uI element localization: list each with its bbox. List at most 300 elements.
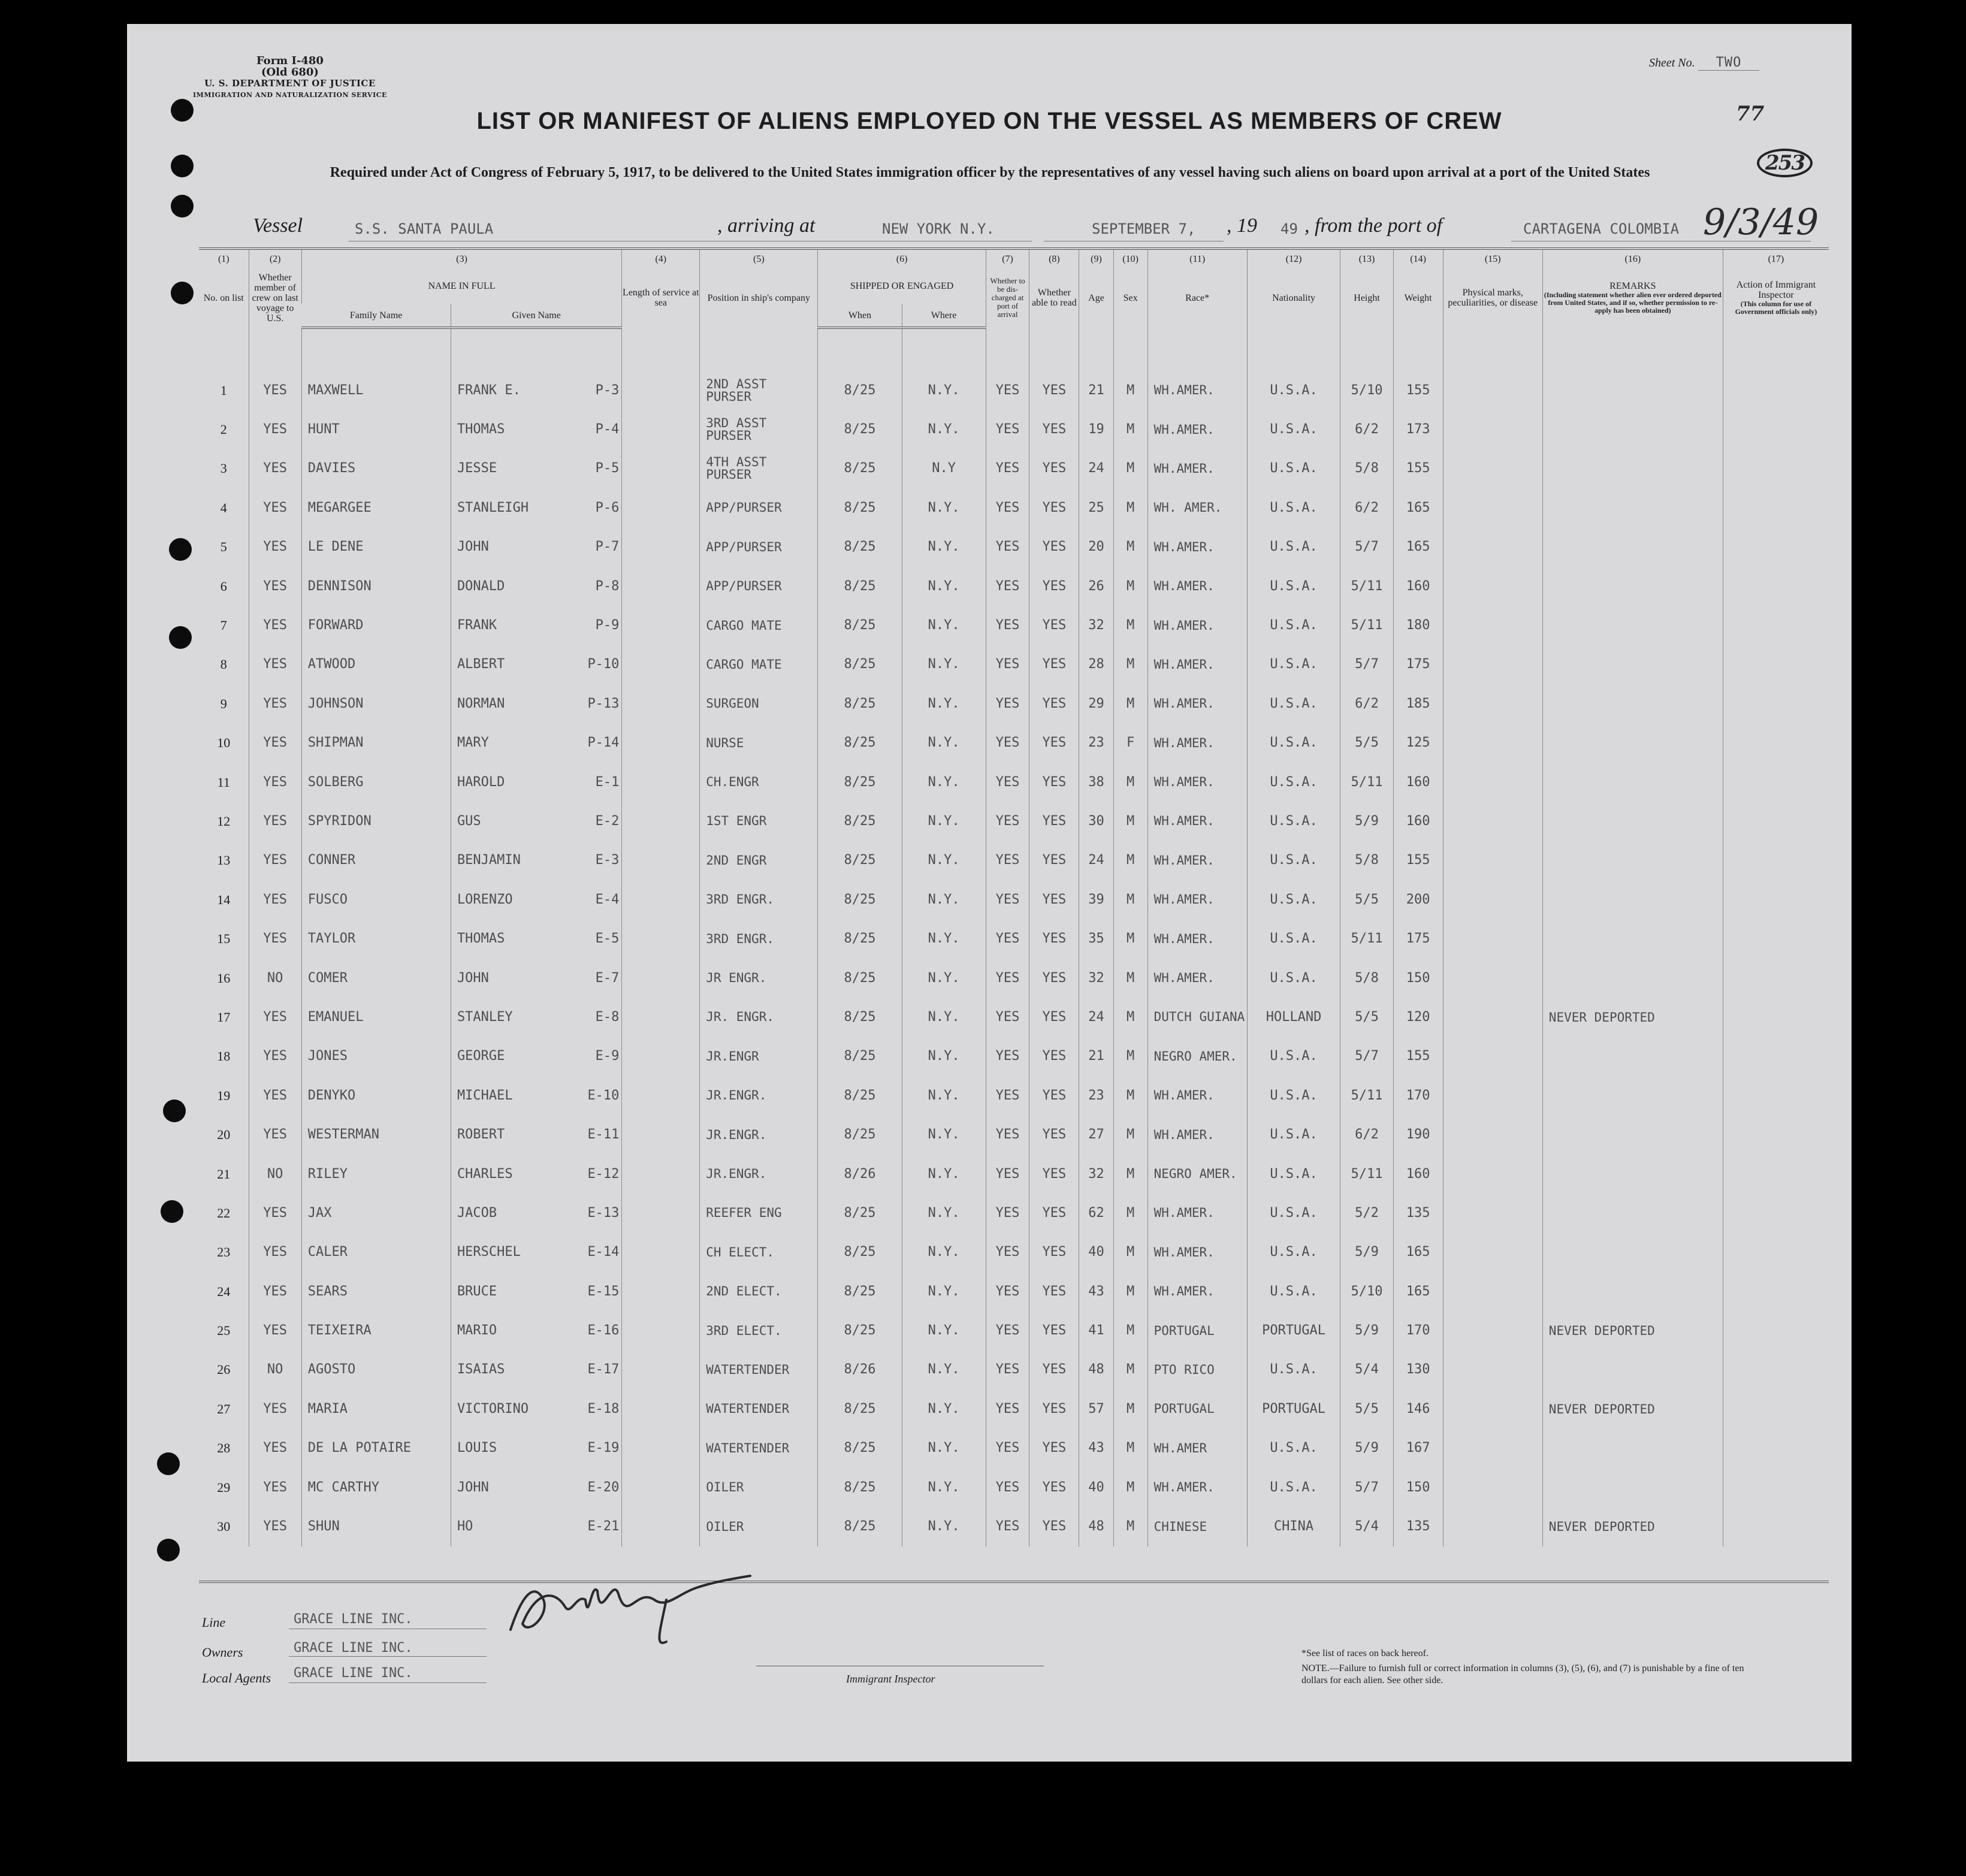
binder-hole [171,155,194,177]
cell-nat: U.S.A. [1247,449,1340,488]
cell-age: 40 [1079,1468,1113,1507]
cell-empty [1723,724,1829,763]
cell-remarks [1542,1155,1723,1194]
cell-read: YES [1029,606,1079,645]
cell-given-name [451,1429,621,1468]
cell-when: 8/25 [818,410,902,449]
cell-age: 32 [1079,606,1113,645]
cell-last: YES [249,763,301,802]
cell-last: YES [249,1468,301,1507]
cell-where: N.Y. [902,488,986,527]
cell-family: ATWOOD [301,645,451,684]
cell-no: 30 [217,1519,231,1534]
colnum-12: (12) [1247,249,1340,268]
cell-no: 5 [220,539,227,555]
cell-last: NO [249,959,301,998]
table-row [199,724,1829,763]
given-name: GEORGE [457,1049,505,1064]
cell-position: CH.ENGR [700,763,818,802]
cell-where: N.Y. [902,1468,986,1507]
cell-weight: 185 [1393,684,1443,723]
cell-empty [622,1311,700,1350]
cell-given-name [451,488,621,527]
cell-no: 14 [217,892,231,907]
cell-nat: U.S.A. [1247,802,1340,841]
crew-code: E-15 [587,1283,620,1299]
cell-height: 5/9 [1340,1311,1393,1350]
crew-code: P-6 [595,500,620,515]
crew-code: P-14 [587,735,620,751]
cell-given-name [451,606,621,645]
header-position: Position in ship's company [700,268,818,328]
cell-last: YES [249,410,301,449]
cell-family: TAYLOR [301,919,451,958]
colnum-11: (11) [1147,249,1247,268]
cell-height: 5/5 [1340,724,1393,763]
cell-given-name [451,1272,621,1311]
cell-empty [1723,645,1829,684]
cell-read: YES [1029,1115,1079,1154]
cell-race: PORTUGAL [1147,1389,1247,1428]
cell-family: SHIPMAN [301,724,451,763]
cell-given-name [451,567,621,606]
crew-table-body [199,328,1829,1546]
crew-table [199,247,1829,1546]
colnum-16: (16) [1542,249,1723,268]
cell-position: APP/PURSER [700,528,818,567]
table-row [199,1468,1829,1507]
cell-empty [1723,919,1829,958]
cell-remarks [1542,1194,1723,1232]
cell-age: 30 [1079,802,1113,841]
cell-when: 8/25 [818,606,902,645]
table-row [199,528,1829,567]
cell-race: WH.AMER. [1147,724,1247,763]
cell-height: 5/11 [1340,1076,1393,1115]
cell-position: 3RD ENGR. [700,880,818,919]
cell-empty [1723,567,1829,606]
cell-dis: YES [986,841,1029,880]
binder-hole [171,99,194,122]
cell-sex: F [1113,724,1147,763]
cell-last: YES [249,645,301,684]
cell-given-name [451,919,621,958]
table-row [199,959,1829,998]
cell-family: COMER [301,959,451,998]
cell-remarks [1542,606,1723,645]
agents-value: GRACE LINE INC. [294,1666,413,1681]
cell-height: 5/5 [1340,998,1393,1037]
header-when: When [818,304,902,328]
cell-no: 17 [217,1009,231,1025]
cell-no: 3 [220,461,227,476]
cell-read: YES [1029,1389,1079,1428]
cell-when: 8/25 [818,763,902,802]
cell-position: WATERTENDER [700,1351,818,1389]
cell-empty [1723,606,1829,645]
cell-position: CARGO MATE [700,606,818,645]
cell-read: YES [1029,1194,1079,1232]
cell-dis: YES [986,1351,1029,1389]
header-height: Height [1340,268,1393,328]
cell-race: PORTUGAL [1147,1311,1247,1350]
cell-given-name [451,1194,621,1232]
cell-last: YES [249,1233,301,1272]
cell-last: YES [249,880,301,919]
cell-sex: M [1113,763,1147,802]
cell-given-name [451,763,621,802]
header-able-to-read: Whether able to read [1029,268,1079,328]
cell-family: SHUN [301,1507,451,1546]
cell-sex: M [1113,645,1147,684]
binder-hole [163,1099,186,1122]
cell-empty [1723,959,1829,998]
column-headers-row [199,268,1829,304]
cell-given-name [451,998,621,1037]
cell-last: YES [249,684,301,723]
vessel-name: S.S. SANTA PAULA [355,220,494,237]
crew-code: P-9 [595,618,620,633]
cell-when: 8/25 [818,998,902,1037]
cell-family: FUSCO [301,880,451,919]
cell-empty [1443,959,1542,998]
line-label: Line [202,1615,226,1630]
table-spacer-row [199,328,1829,371]
form-old-number: (Old 680) [261,66,319,78]
cell-sex: M [1113,1155,1147,1194]
header-action-title: Action of Immigrant Inspector [1736,280,1816,300]
table-row [199,998,1829,1037]
binder-hole [169,626,192,649]
cell-when: 8/25 [818,1507,902,1546]
cell-empty [622,606,700,645]
cell-race: WH.AMER. [1147,1115,1247,1154]
cell-nat: U.S.A. [1247,880,1340,919]
cell-read: YES [1029,998,1079,1037]
header-action [1723,268,1829,328]
cell-empty [1723,684,1829,723]
cell-nat: PORTUGAL [1247,1389,1340,1428]
cell-position: SURGEON [700,684,818,723]
binder-hole [171,282,194,304]
crew-code: E-16 [587,1323,620,1339]
cell-where: N.Y. [902,841,986,880]
cell-race: NEGRO AMER. [1147,1155,1247,1194]
cell-empty [1723,1429,1829,1468]
cell-empty [1723,1311,1829,1350]
cell-when: 8/25 [818,1272,902,1311]
cell-empty [1443,1468,1542,1507]
cell-weight: 155 [1393,371,1443,410]
cell-read: YES [1029,488,1079,527]
cell-dis: YES [986,1037,1029,1076]
cell-position: OILER [700,1507,818,1546]
cell-race: WH.AMER. [1147,802,1247,841]
cell-empty [1443,645,1542,684]
crew-code: E-21 [587,1519,620,1534]
cell-empty [1723,763,1829,802]
cell-nat: U.S.A. [1247,1037,1340,1076]
cell-position: NURSE [700,724,818,763]
cell-where: N.Y. [902,1311,986,1350]
crew-code: P-8 [595,578,620,594]
cell-nat: CHINA [1247,1507,1340,1546]
manifest-footer [199,1581,1829,1583]
cell-race: PTO RICO [1147,1351,1247,1389]
cell-nat: U.S.A. [1247,1351,1340,1389]
cell-no: 8 [220,657,227,672]
cell-when: 8/26 [818,1155,902,1194]
cell-family: JAX [301,1194,451,1232]
cell-given-name [451,1507,621,1546]
crew-code: P-13 [587,696,620,711]
cell-race: WH.AMER. [1147,1076,1247,1115]
cell-empty [1723,410,1829,449]
crew-code: E-7 [595,970,620,986]
cell-weight: 190 [1393,1115,1443,1154]
cell-empty [622,645,700,684]
cell-no: 2 [220,422,227,437]
cell-when: 8/25 [818,1233,902,1272]
given-name: JACOB [457,1205,497,1221]
cell-nat: U.S.A. [1247,841,1340,880]
cell-empty [622,1115,700,1154]
cell-empty [622,724,700,763]
cell-last: YES [249,841,301,880]
header-last-voyage: Whether member of crew on last voyage to U.S. [249,268,301,328]
cell-dis: YES [986,645,1029,684]
cell-read: YES [1029,959,1079,998]
cell-age: 40 [1079,1233,1113,1272]
cell-last: YES [249,1429,301,1468]
table-row [199,371,1829,410]
cell-when: 8/25 [818,1076,902,1115]
cell-given-name [451,684,621,723]
cell-no: 27 [217,1401,231,1416]
table-row [199,449,1829,488]
cell-read: YES [1029,919,1079,958]
crew-code: E-14 [587,1244,620,1260]
cell-height: 5/8 [1340,449,1393,488]
cell-remarks [1542,1468,1723,1507]
cell-weight: 165 [1393,1272,1443,1311]
cell-where: N.Y. [902,1272,986,1311]
cell-weight: 160 [1393,1155,1443,1194]
cell-when: 8/25 [818,371,902,410]
line-value: GRACE LINE INC. [294,1612,413,1627]
cell-sex: M [1113,1233,1147,1272]
cell-read: YES [1029,880,1079,919]
cell-empty [1723,1468,1829,1507]
cell-empty [1443,1507,1542,1546]
binder-hole [169,538,192,561]
cell-race: WH.AMER. [1147,410,1247,449]
cell-where: N.Y. [902,1507,986,1546]
cell-age: 43 [1079,1272,1113,1311]
cell-height: 5/11 [1340,1155,1393,1194]
cell-age: 62 [1079,1194,1113,1232]
cell-no: 7 [220,618,227,633]
agents-label: Local Agents [202,1670,271,1685]
given-name: THOMAS [457,422,505,437]
cell-sex: M [1113,1351,1147,1389]
given-name: BENJAMIN [457,853,521,868]
cell-no: 26 [217,1362,231,1377]
cell-weight: 165 [1393,1233,1443,1272]
cell-weight: 160 [1393,763,1443,802]
given-name: JOHN [457,970,489,986]
given-name: DONALD [457,578,505,594]
cell-where: N.Y. [902,998,986,1037]
cell-given-name [451,410,621,449]
cell-empty [1723,1115,1829,1154]
cell-position: JR ENGR. [700,959,818,998]
cell-read: YES [1029,1233,1079,1272]
cell-last: YES [249,1037,301,1076]
cell-where: N.Y. [902,1155,986,1194]
cell-dis: YES [986,1115,1029,1154]
cell-given-name [451,1155,621,1194]
header-remarks-title: REMARKS [1609,281,1656,291]
crew-code: P-3 [595,382,620,398]
binder-hole [161,1200,183,1223]
colnum-8: (8) [1029,249,1079,268]
table-row [199,645,1829,684]
cell-family: SEARS [301,1272,451,1311]
cell-when: 8/25 [818,959,902,998]
cell-empty [1443,841,1542,880]
given-name: STANLEY [457,1009,513,1025]
cell-read: YES [1029,1429,1079,1468]
cell-remarks [1542,488,1723,527]
cell-position: 3RD ENGR. [700,919,818,958]
header-action-note: (This column for use of Government officials only) [1735,300,1817,316]
cell-when: 8/25 [818,1194,902,1232]
cell-weight: 120 [1393,998,1443,1037]
cell-dis: YES [986,1429,1029,1468]
cell-empty [622,919,700,958]
cell-age: 29 [1079,684,1113,723]
cell-age: 21 [1079,371,1113,410]
cell-empty [622,841,700,880]
cell-dis: YES [986,1155,1029,1194]
header-nationality: Nationality [1247,268,1340,328]
cell-remarks [1542,841,1723,880]
cell-race: CHINESE [1147,1507,1247,1546]
crew-code: E-19 [587,1440,620,1456]
crew-code: E-17 [587,1362,620,1377]
cell-empty [622,1194,700,1232]
cell-position: CH ELECT. [700,1233,818,1272]
cell-empty [622,684,700,723]
cell-dis: YES [986,1194,1029,1232]
cell-read: YES [1029,841,1079,880]
cell-no: 10 [217,735,231,751]
cell-dis: YES [986,488,1029,527]
header-where: Where [902,304,986,328]
binder-hole [171,195,194,217]
cell-no: 20 [217,1127,231,1143]
signature [487,1558,762,1660]
cell-nat: U.S.A. [1247,606,1340,645]
cell-position: JR.ENGR. [700,1115,818,1154]
cell-last: YES [249,488,301,527]
table-row [199,841,1829,880]
cell-where: N.Y. [902,606,986,645]
penalty-note: NOTE.—Failure to furnish full or correct information in columns (3), (5), (6), and (7) is punishable by a fine of ten dollars for each alien. See other side. [1301,1663,1744,1685]
cell-when: 8/25 [818,1115,902,1154]
cell-weight: 160 [1393,802,1443,841]
cell-given-name [451,724,621,763]
cell-empty [1443,802,1542,841]
cell-weight: 170 [1393,1311,1443,1350]
cell-last: YES [249,724,301,763]
cell-race: WH.AMER. [1147,606,1247,645]
cell-empty [1443,371,1542,410]
cell-empty [622,528,700,567]
form-service: IMMIGRATION AND NATURALIZATION SERVICE [193,91,387,99]
cell-nat: U.S.A. [1247,1115,1340,1154]
cell-empty [1443,567,1542,606]
vessel-line [241,201,1829,244]
given-name: FRANK [457,618,497,633]
cell-empty [622,1076,700,1115]
cell-dis: YES [986,1311,1029,1350]
cell-race: WH.AMER. [1147,1468,1247,1507]
cell-when: 8/25 [818,684,902,723]
cell-when: 8/25 [818,724,902,763]
cell-read: YES [1029,1468,1079,1507]
cell-nat: U.S.A. [1247,684,1340,723]
cell-sex: M [1113,1076,1147,1115]
binder-hole [157,1539,180,1561]
cell-read: YES [1029,1155,1079,1194]
cell-race: WH.AMER. [1147,1233,1247,1272]
manifest-sheet [127,24,1852,1762]
cell-family: TEIXEIRA [301,1311,451,1350]
cell-weight: 200 [1393,880,1443,919]
cell-remarks [1542,645,1723,684]
departure-port: CARTAGENA COLOMBIA [1523,220,1680,237]
cell-family: HUNT [301,410,451,449]
cell-position: REEFER ENG [700,1194,818,1232]
table-row [199,606,1829,645]
cell-empty [1723,1507,1829,1546]
arrival-date: SEPTEMBER 7, [1092,220,1196,237]
cell-position: 2ND ELECT. [700,1272,818,1311]
cell-weight: 175 [1393,919,1443,958]
from-port-label: , from the port of [1304,215,1443,237]
cell-when: 8/25 [818,1311,902,1350]
header-physical-marks: Physical marks, peculiarities, or disease [1443,268,1542,328]
cell-sex: M [1113,959,1147,998]
cell-read: YES [1029,528,1079,567]
cell-no: 4 [220,500,227,515]
cell-weight: 173 [1393,410,1443,449]
crew-code: E-10 [587,1087,620,1103]
cell-where: N.Y. [902,763,986,802]
cell-where: N.Y. [902,724,986,763]
handwritten-date: 9/3/49 [1703,201,1819,243]
cell-empty [622,371,700,410]
column-numbers-row [199,249,1829,268]
given-name: STANLEIGH [457,500,529,515]
cell-empty [1723,488,1829,527]
cell-when: 8/25 [818,488,902,527]
cell-empty [622,1155,700,1194]
cell-dis: YES [986,1272,1029,1311]
cell-family: DENNISON [301,567,451,606]
